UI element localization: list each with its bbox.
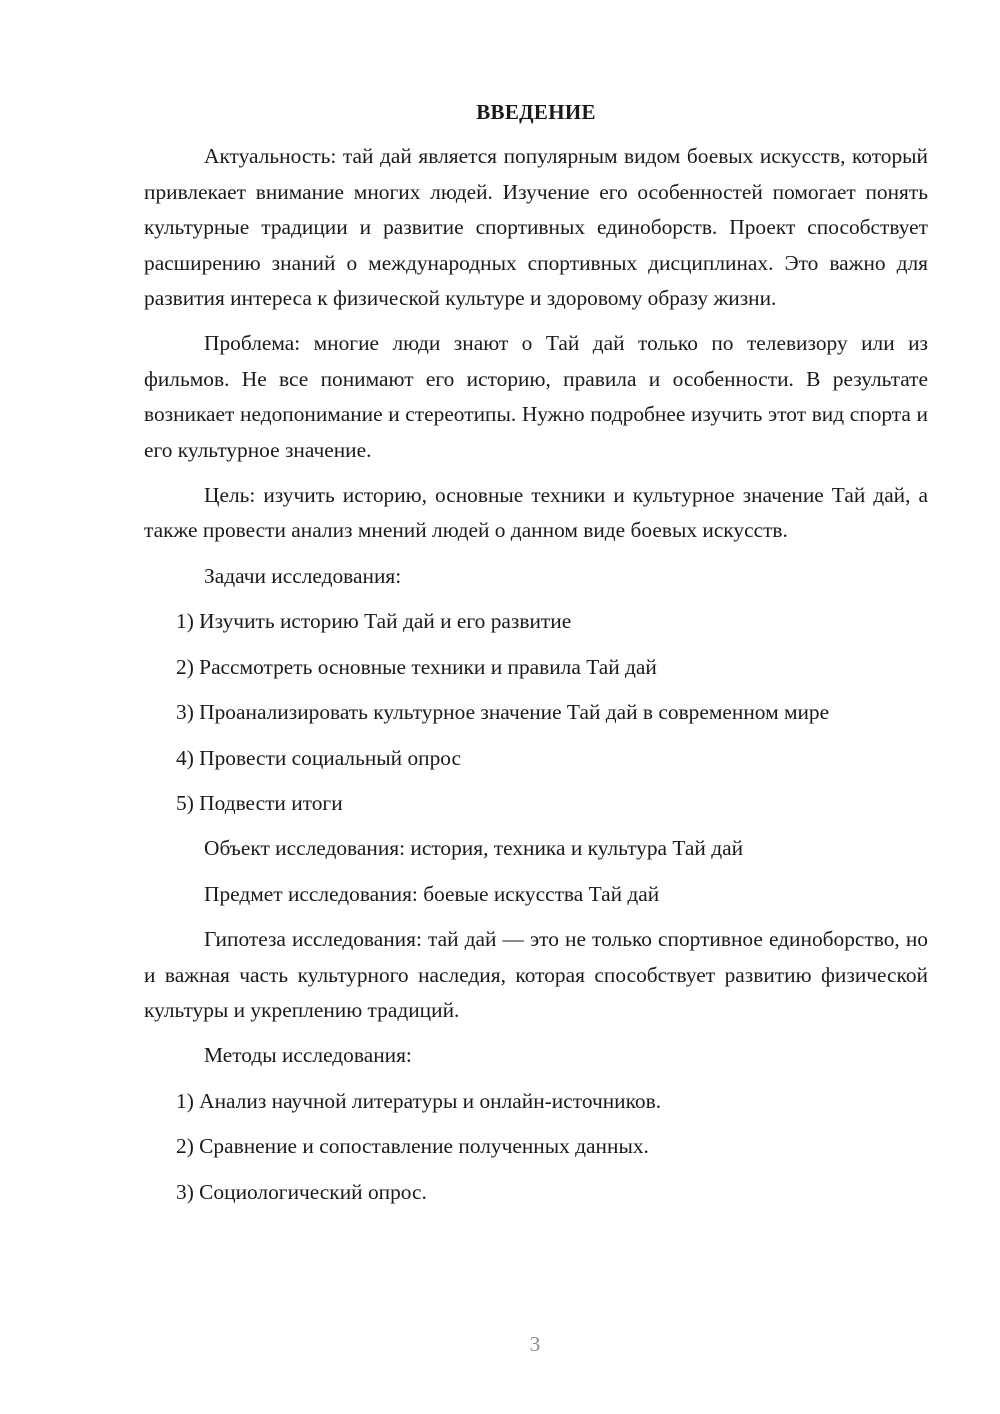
hypothesis-paragraph: Гипотеза исследования: тай дай — это не только спортивное единоборство, но и важная часть культурного наследия, которая способствует развитию физической культуры и укреплению традиций. (144, 927, 928, 1022)
document-page (144, 95, 928, 1220)
section-title: ВВЕДЕНИЕ (476, 100, 596, 124)
method-item: 2) Сравнение и сопоставление полученных данных. (176, 1134, 649, 1159)
task-item: 4) Провести социальный опрос (176, 745, 462, 770)
methods-heading: Методы исследования: (204, 1043, 412, 1068)
page-number: 3 (529, 1332, 541, 1356)
task-item: 5) Подвести итоги (176, 790, 343, 815)
tasks-heading: Задачи исследования: (204, 563, 402, 588)
method-item: 1) Анализ научной литературы и онлайн-источников. (176, 1088, 662, 1113)
problem-paragraph: Проблема: многие люди знают о Тай дай только по телевизору или из фильмов. Не все понимают его историю, правила и особенности. В результате возникает недопонимание и стереотипы. Нужно подробнее изучить этот вид спорта и его культурное значение. (144, 331, 928, 462)
research-subject: Предмет исследования: боевые искусства Тай дай (204, 881, 660, 906)
method-item: 3) Социологический опрос. (176, 1179, 427, 1204)
task-item: 1) Изучить историю Тай дай и его развитие (176, 609, 572, 634)
goal-paragraph: Цель: изучить историю, основные техники и культурное значение Тай дай, а также провести анализ мнений людей о данном виде боевых искусств. (144, 483, 928, 543)
research-object: Объект исследования: история, техника и культура Тай дай (204, 836, 744, 861)
task-item: 3) Проанализировать культурное значение Тай дай в современном мире (176, 700, 830, 725)
task-item: 2) Рассмотреть основные техники и правила Тай дай (176, 654, 657, 679)
relevance-paragraph: Актуальность: тай дай является популярным видом боевых искусств, который привлекает внимание многих людей. Изучение его особенностей помогает понять культурные традиции и развитие спортивных единоборств. Проект способствует расширению знаний о международных спортивных дисциплинах. Это важно для развития интереса к физической культуре и здоровому образу жизни. (144, 144, 928, 311)
